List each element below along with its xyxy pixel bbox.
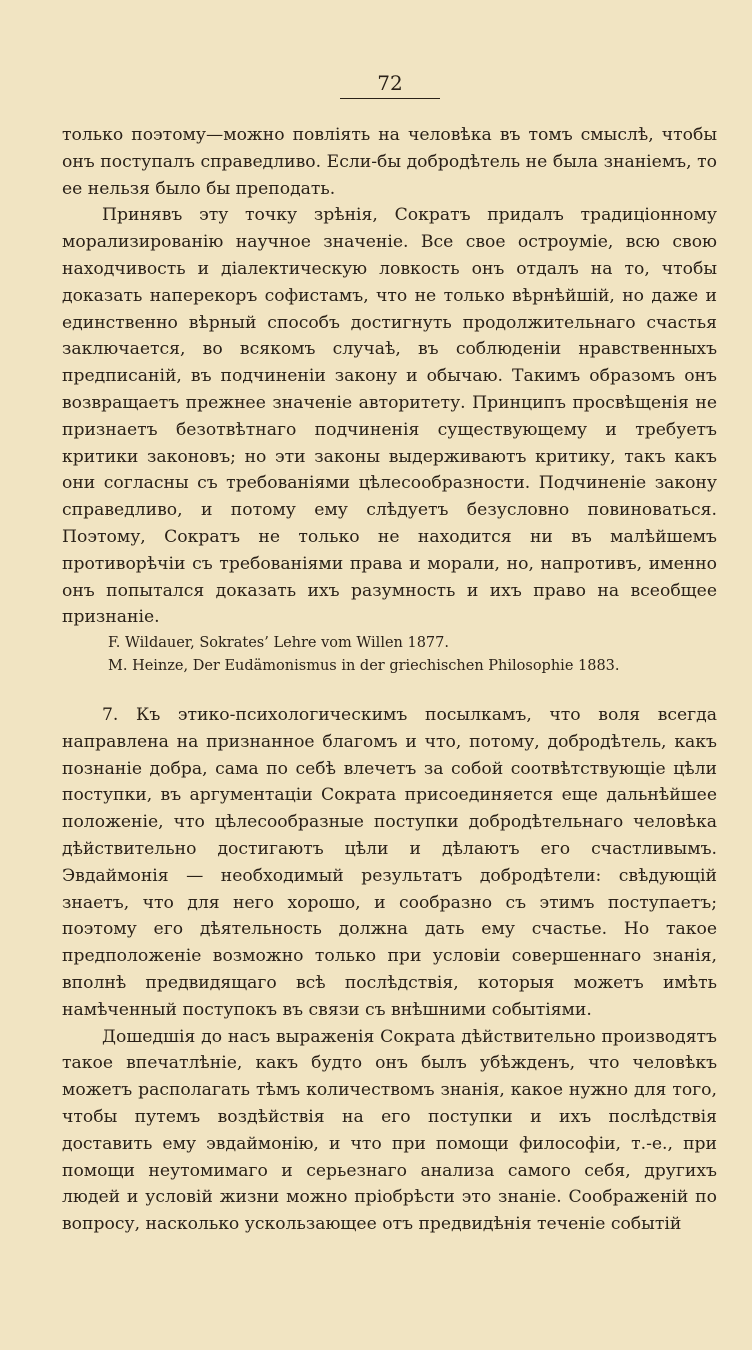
paragraph-socrates-moralizing: Принявъ эту точку зрѣнiя, Сократъ придалъ традицiонному морализированiю научное значенiе. Все свое остроумiе, всю свою находчивость и дiалектическую ловкость онъ отдалъ на то, чтобы доказать наперекоръ софистамъ, что не только вѣрнѣйшiй, но даже и единственно вѣрный способъ достигнуть продолжительнаго счастья заключается, во всякомъ случаѣ, въ соблюденiи нравственныхъ предписанiй, въ подчиненiи закону и обычаю. Такимъ образомъ онъ возвращаетъ прежнее значенiе авторитету. Принципъ просвѣщенiя не признаетъ безотвѣтнаго подчиненiя существующему и требуетъ критики законовъ; но эти законы выдерживаютъ критику, такъ какъ они согласны съ требованiями цѣлесообразности. Подчиненiе закону справедливо, и потому ему слѣдуетъ безусловно повиноваться. Поэтому, Сократъ не только не находится ни въ малѣйшемъ противорѣчiи съ требованiями права и морали, но, напротивъ, именно онъ попытался доказать ихъ разумность и ихъ право на всеобщее признанiе.	[62, 205, 717, 628]
page-number-rule	[340, 98, 440, 99]
references	[108, 632, 728, 678]
reference-wildauer: F. Wildauer, Sokrates’ Lehre vom Willen 1877.	[108, 635, 449, 651]
body-text-upper	[62, 122, 717, 631]
reference-heinze: M. Heinze, Der Eudämonismus in der griechischen Philosophie 1883.	[108, 658, 620, 674]
page-number: 72	[377, 71, 403, 95]
body-text-lower	[62, 702, 717, 1238]
paragraph-section-7: 7. Къ этико-психологическимъ посылкамъ, что воля всегда направлена на признанное благомъ и что, потому, добродѣтель, какъ познанiе добра, сама по себѣ влечетъ за собой соотвѣтствующiе цѣли поступки, въ аргументацiи Сократа присоединяется еще дальнѣйшее положенiе, что цѣлесообразные поступки добродѣтельнаго человѣка дѣйствительно достигаютъ цѣли и дѣлаютъ его счастливымъ. Эвдаймонiя — необходимый результатъ добродѣтели: свѣдующiй знаетъ, что для него хорошо, и сообразно съ этимъ поступаетъ; поэтому его дѣятельность должна дать ему счастье. Но такое предположенiе возможно только при условiи совершеннаго знанiя, вполнѣ предвидящаго всѣ послѣдствiя, которыя можетъ имѣть намѣченный поступокъ въ связи съ внѣшними событiями.	[62, 705, 717, 1020]
paragraph-socrates-expressions: Дошедшiя до насъ выраженiя Сократа дѣйствительно производятъ такое впечатлѣнiе, какъ будто онъ былъ убѣжденъ, что человѣкъ можетъ располагать тѣмъ количествомъ знанiя, какое нужно для того, чтобы путемъ воздѣйствiя на его поступки и ихъ послѣдствiя доставить ему эвдаймонiю, и что при помощи философiи, т.-е., при помощи неутомимаго и серьезнаго анализа самого себя, другихъ людей и условiй жизни можно прiобрѣсти это знанiе. Соображенiй по вопросу, насколько ускользающее отъ предвидѣнiя теченiе событiй	[62, 1026, 717, 1235]
paragraph-continuation: только поэтому—можно повлiять на человѣка въ томъ смыслѣ, чтобы онъ поступалъ справедливо. Если-бы добродѣтель не была знанiемъ, то ее нельзя было бы преподать.	[62, 125, 717, 199]
